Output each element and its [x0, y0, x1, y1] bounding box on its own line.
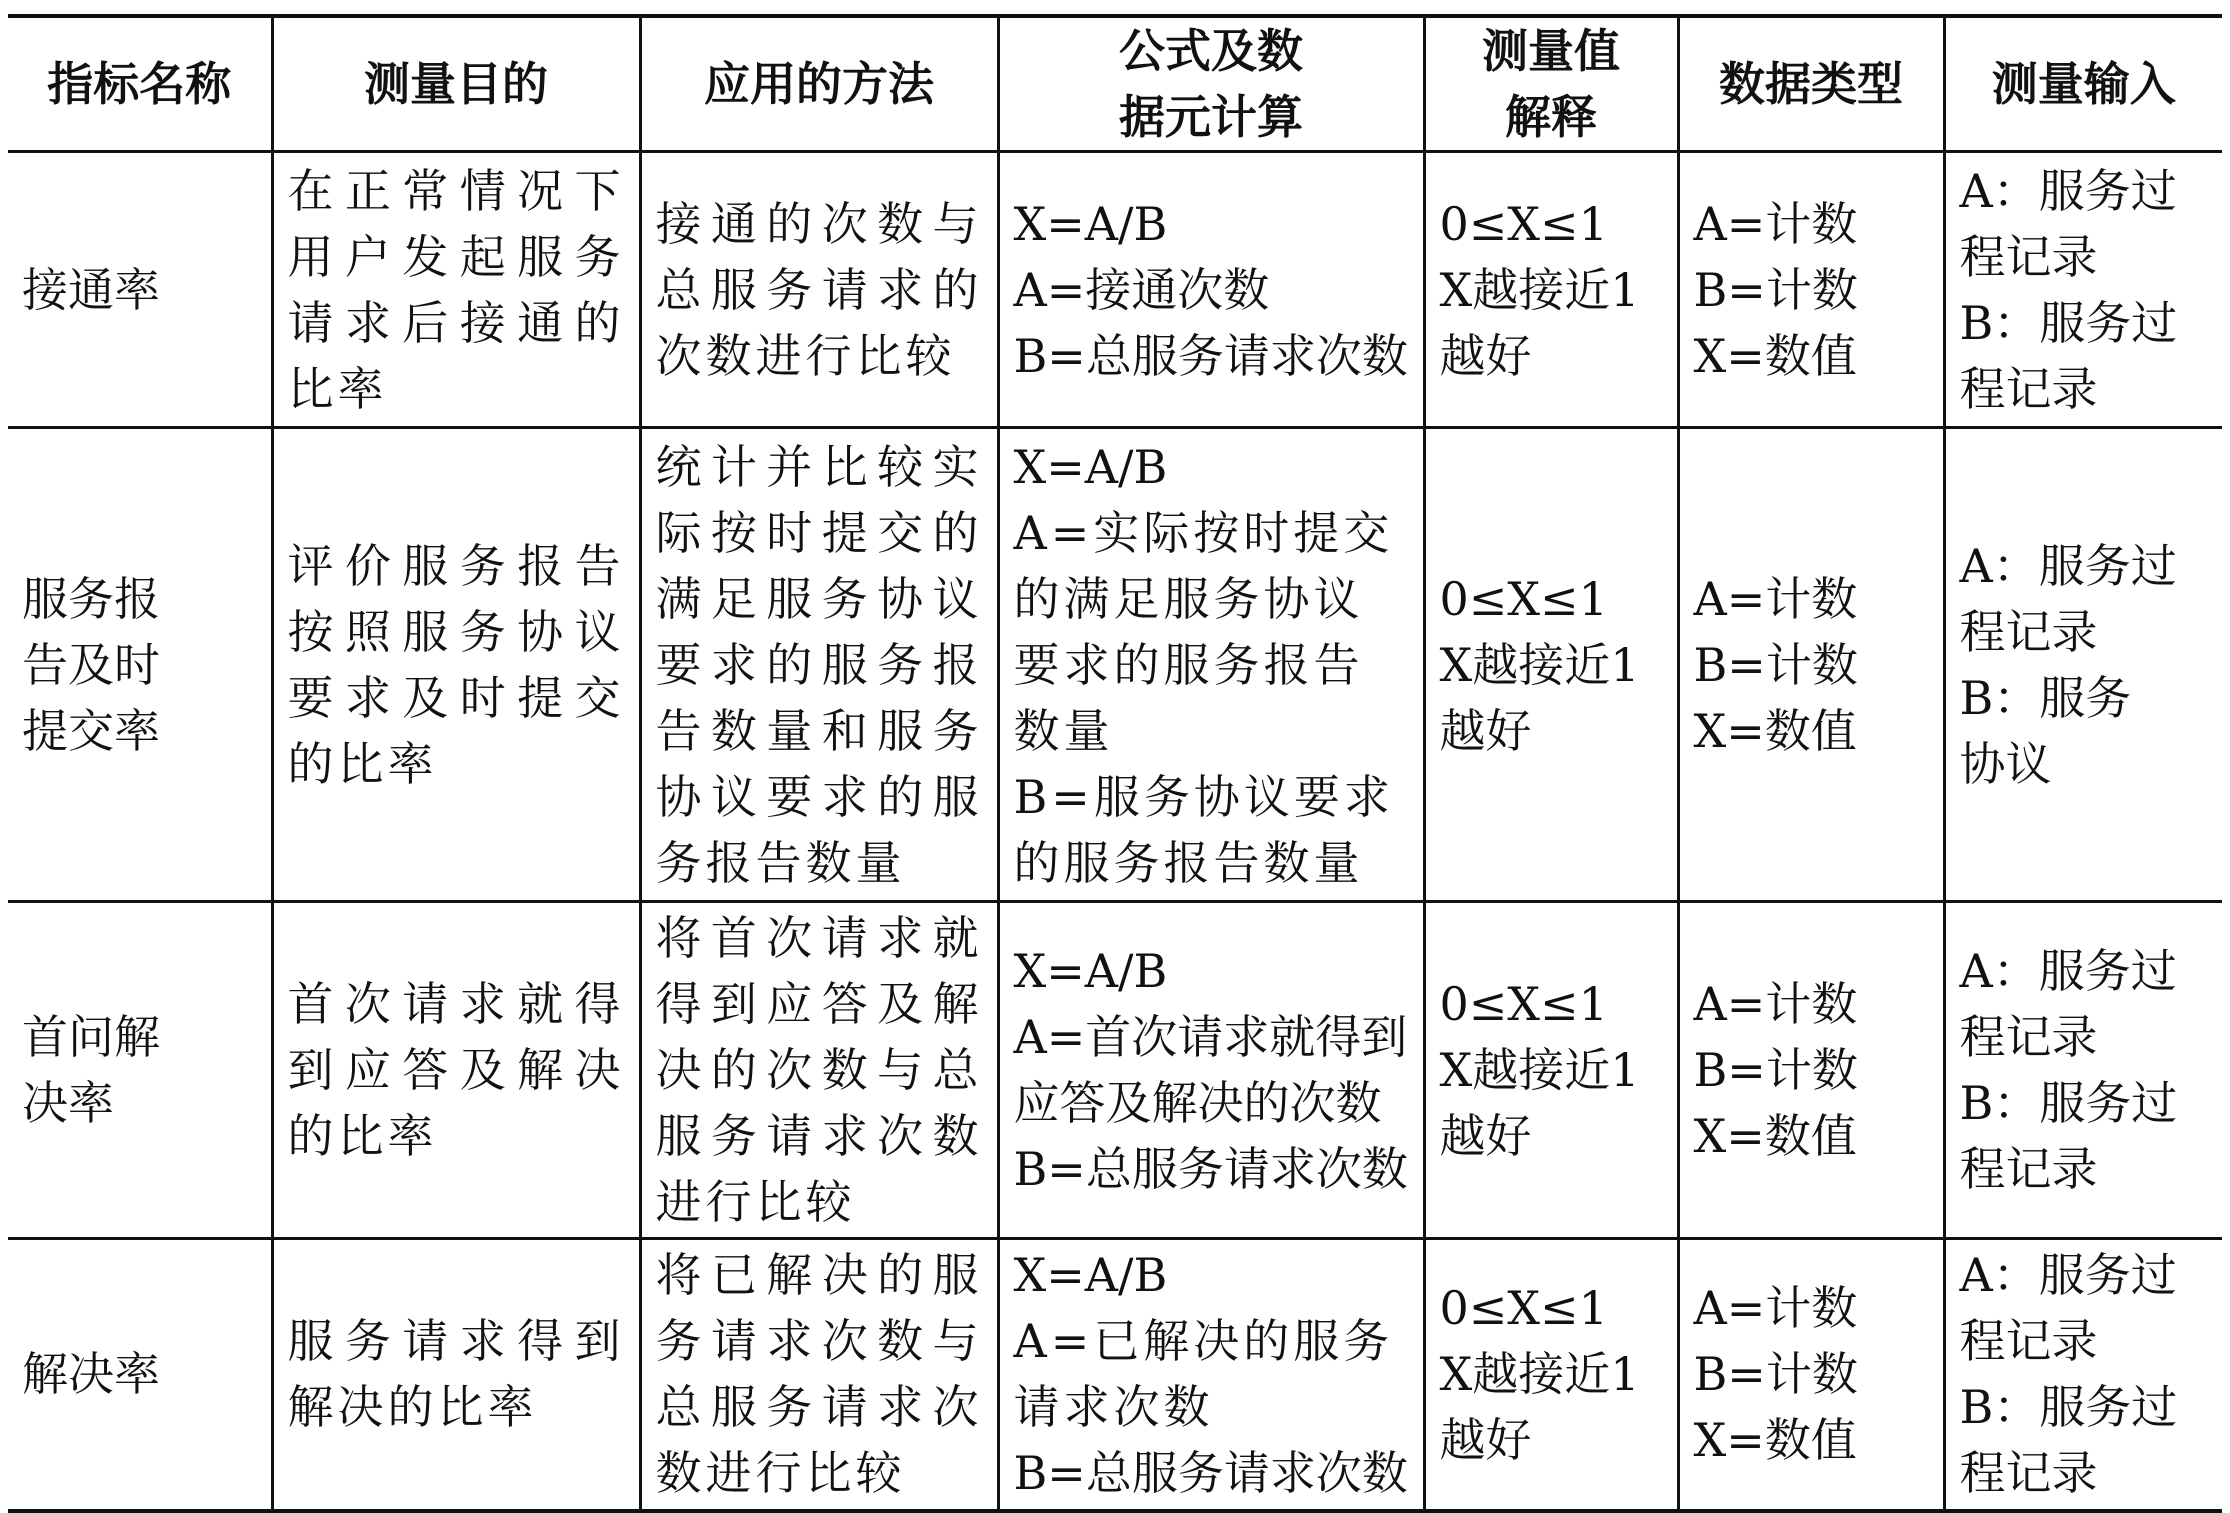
header-formula: 公式及数 据元计算 [998, 16, 1424, 152]
cell-name: 服务报 告及时 提交率 [8, 428, 272, 902]
metrics-table [8, 14, 2222, 1513]
header-method: 应用的方法 [640, 16, 998, 152]
cell-interpretation: 0≤X≤1 X越接近1 越好 [1424, 152, 1678, 428]
cell-purpose: 在正常情况下用户发起服务请求后接通的比率 [272, 152, 640, 428]
cell-interpretation: 0≤X≤1 X越接近1 越好 [1424, 1239, 1678, 1511]
cell-data-type: A=计数 B=计数 X=数值 [1678, 152, 1944, 428]
header-input: 测量输入 [1944, 16, 2222, 152]
cell-method: 接通的次数与总服务请求的次数进行比较 [640, 152, 998, 428]
cell-interpretation: 0≤X≤1 X越接近1 越好 [1424, 902, 1678, 1239]
cell-name: 解决率 [8, 1239, 272, 1511]
table-header-row [8, 16, 2222, 152]
table-row [8, 902, 2222, 1239]
cell-name: 首问解 决率 [8, 902, 272, 1239]
cell-input: A：服务过 程记录 B：服务过 程记录 [1944, 152, 2222, 428]
cell-formula: X=A/B A=接通次数 B=总服务请求次数 [998, 152, 1424, 428]
cell-name: 接通率 [8, 152, 272, 428]
cell-input: A：服务过 程记录 B：服务 协议 [1944, 428, 2222, 902]
table-row [8, 1239, 2222, 1511]
cell-method: 将已解决的服务请求次数与总服务请求次数进行比较 [640, 1239, 998, 1511]
cell-data-type: A=计数 B=计数 X=数值 [1678, 428, 1944, 902]
cell-formula: X=A/B A=已解决的服务请求次数 B=总服务请求次数 [998, 1239, 1424, 1511]
cell-purpose: 评价服务报告按照服务协议要求及时提交的比率 [272, 428, 640, 902]
header-interpretation: 测量值 解释 [1424, 16, 1678, 152]
header-name: 指标名称 [8, 16, 272, 152]
cell-data-type: A=计数 B=计数 X=数值 [1678, 902, 1944, 1239]
cell-input: A：服务过 程记录 B：服务过 程记录 [1944, 1239, 2222, 1511]
cell-formula: X=A/B A=实际按时提交的满足服务协议要求的服务报告数量 B=服务协议要求的服务报告数量 [998, 428, 1424, 902]
header-purpose: 测量目的 [272, 16, 640, 152]
cell-formula: X=A/B A=首次请求就得到 应答及解决的次数 B=总服务请求次数 [998, 902, 1424, 1239]
cell-interpretation: 0≤X≤1 X越接近1 越好 [1424, 428, 1678, 902]
cell-purpose: 服务请求得到解决的比率 [272, 1239, 640, 1511]
table-row [8, 152, 2222, 428]
header-data-type: 数据类型 [1678, 16, 1944, 152]
cell-method: 将首次请求就得到应答及解决的次数与总服务请求次数进行比较 [640, 902, 998, 1239]
cell-data-type: A=计数 B=计数 X=数值 [1678, 1239, 1944, 1511]
table-row [8, 428, 2222, 902]
cell-method: 统计并比较实际按时提交的满足服务协议要求的服务报告数量和服务协议要求的服务报告数量 [640, 428, 998, 902]
cell-input: A：服务过 程记录 B：服务过 程记录 [1944, 902, 2222, 1239]
cell-purpose: 首次请求就得到应答及解决的比率 [272, 902, 640, 1239]
